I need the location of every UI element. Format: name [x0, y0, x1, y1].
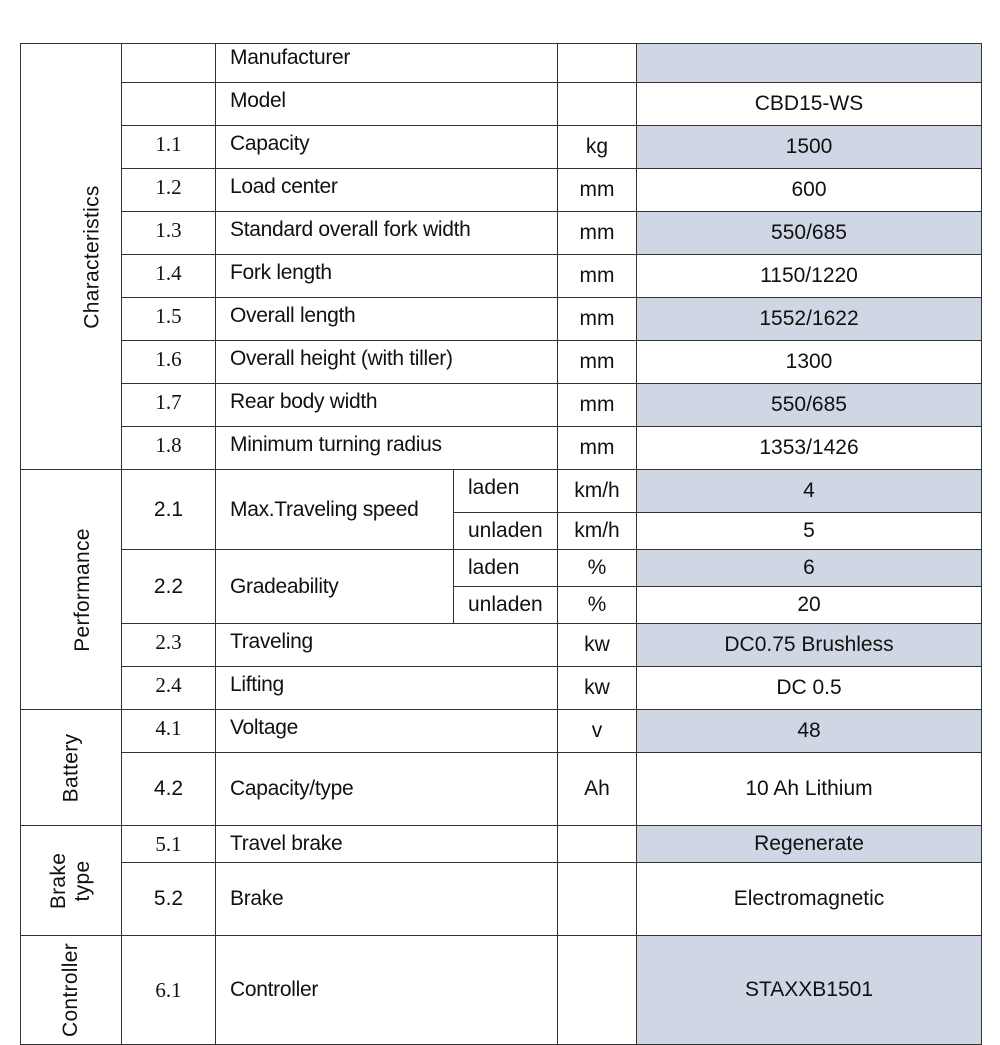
row-number: 1.7	[122, 384, 216, 427]
row-value: 600	[637, 169, 982, 212]
spec-table	[20, 43, 982, 1045]
row-value: 5	[637, 513, 982, 550]
row-1-8	[21, 427, 982, 470]
row-name: Standard overall fork width	[216, 212, 558, 255]
row-value: 550/685	[637, 212, 982, 255]
row-value: 1150/1220	[637, 255, 982, 298]
row-number: 1.6	[122, 341, 216, 384]
row-unit: mm	[558, 427, 637, 470]
row-1-2	[21, 169, 982, 212]
row-number: 1.8	[122, 427, 216, 470]
row-value	[637, 44, 982, 83]
row-unit: mm	[558, 212, 637, 255]
row-2-2-laden	[21, 550, 982, 587]
row-4-2	[21, 753, 982, 826]
row-unit	[558, 44, 637, 83]
condition-unladen: unladen	[454, 587, 558, 624]
row-name: Overall height (with tiller)	[216, 341, 558, 384]
row-number: 1.2	[122, 169, 216, 212]
section-controller: Controller	[21, 936, 122, 1045]
row-name: Capacity	[216, 126, 558, 169]
row-6-1	[21, 936, 982, 1045]
row-number: 1.4	[122, 255, 216, 298]
section-characteristics: Characteristics	[21, 44, 122, 470]
row-name: Gradeability	[216, 550, 454, 624]
row-unit: %	[558, 587, 637, 624]
row-name: Max.Traveling speed	[216, 470, 454, 550]
row-number: 5.2	[122, 863, 216, 936]
section-performance: Performance	[21, 470, 122, 710]
row-1-5	[21, 298, 982, 341]
row-value: 48	[637, 710, 982, 753]
section-battery: Battery	[21, 710, 122, 826]
row-value: 10 Ah Lithium	[637, 753, 982, 826]
row-1-7	[21, 384, 982, 427]
row-value: CBD15-WS	[637, 83, 982, 126]
row-name: Travel brake	[216, 826, 558, 863]
row-value: 1552/1622	[637, 298, 982, 341]
row-number: 4.1	[122, 710, 216, 753]
row-name: Overall length	[216, 298, 558, 341]
row-value: Electromagnetic	[637, 863, 982, 936]
row-name: Traveling	[216, 624, 558, 667]
row-unit: mm	[558, 169, 637, 212]
condition-laden: laden	[454, 550, 558, 587]
row-number	[122, 83, 216, 126]
row-unit: mm	[558, 341, 637, 384]
row-name: Lifting	[216, 667, 558, 710]
row-name: Controller	[216, 936, 558, 1045]
row-number: 4.2	[122, 753, 216, 826]
row-value: 1300	[637, 341, 982, 384]
row-number	[122, 44, 216, 83]
row-value: Regenerate	[637, 826, 982, 863]
row-number: 5.1	[122, 826, 216, 863]
row-2-3	[21, 624, 982, 667]
row-name: Fork length	[216, 255, 558, 298]
row-unit: km/h	[558, 513, 637, 550]
row-4-1	[21, 710, 982, 753]
row-model	[21, 83, 982, 126]
row-unit	[558, 863, 637, 936]
row-unit: kw	[558, 667, 637, 710]
row-unit: km/h	[558, 470, 637, 513]
row-unit	[558, 83, 637, 126]
row-value: 1353/1426	[637, 427, 982, 470]
row-1-1	[21, 126, 982, 169]
row-5-1	[21, 826, 982, 863]
row-name: Minimum turning radius	[216, 427, 558, 470]
row-2-4	[21, 667, 982, 710]
condition-laden: laden	[454, 470, 558, 513]
row-unit: mm	[558, 298, 637, 341]
row-manufacturer	[21, 44, 982, 83]
row-name: Manufacturer	[216, 44, 558, 83]
row-value: 550/685	[637, 384, 982, 427]
row-name: Model	[216, 83, 558, 126]
row-number: 2.1	[122, 470, 216, 550]
row-unit: %	[558, 550, 637, 587]
row-value: 20	[637, 587, 982, 624]
row-1-6	[21, 341, 982, 384]
row-unit	[558, 826, 637, 863]
row-1-3	[21, 212, 982, 255]
condition-unladen: unladen	[454, 513, 558, 550]
row-value: 6	[637, 550, 982, 587]
row-name: Capacity/type	[216, 753, 558, 826]
row-value: 1500	[637, 126, 982, 169]
row-value: 4	[637, 470, 982, 513]
row-name: Voltage	[216, 710, 558, 753]
row-number: 1.5	[122, 298, 216, 341]
row-value: DC0.75 Brushless	[637, 624, 982, 667]
row-number: 1.3	[122, 212, 216, 255]
row-unit: mm	[558, 255, 637, 298]
row-2-1-laden	[21, 470, 982, 513]
row-number: 2.3	[122, 624, 216, 667]
row-name: Brake	[216, 863, 558, 936]
row-unit: v	[558, 710, 637, 753]
row-unit: mm	[558, 384, 637, 427]
row-5-2	[21, 863, 982, 936]
row-number: 6.1	[122, 936, 216, 1045]
row-number: 2.4	[122, 667, 216, 710]
row-unit: Ah	[558, 753, 637, 826]
row-number: 1.1	[122, 126, 216, 169]
row-value: DC 0.5	[637, 667, 982, 710]
row-unit: kg	[558, 126, 637, 169]
row-unit: kw	[558, 624, 637, 667]
row-unit	[558, 936, 637, 1045]
row-name: Rear body width	[216, 384, 558, 427]
section-brake-type: Brake type	[21, 826, 122, 936]
row-1-4	[21, 255, 982, 298]
row-value: STAXXB1501	[637, 936, 982, 1045]
row-name: Load center	[216, 169, 558, 212]
row-number: 2.2	[122, 550, 216, 624]
